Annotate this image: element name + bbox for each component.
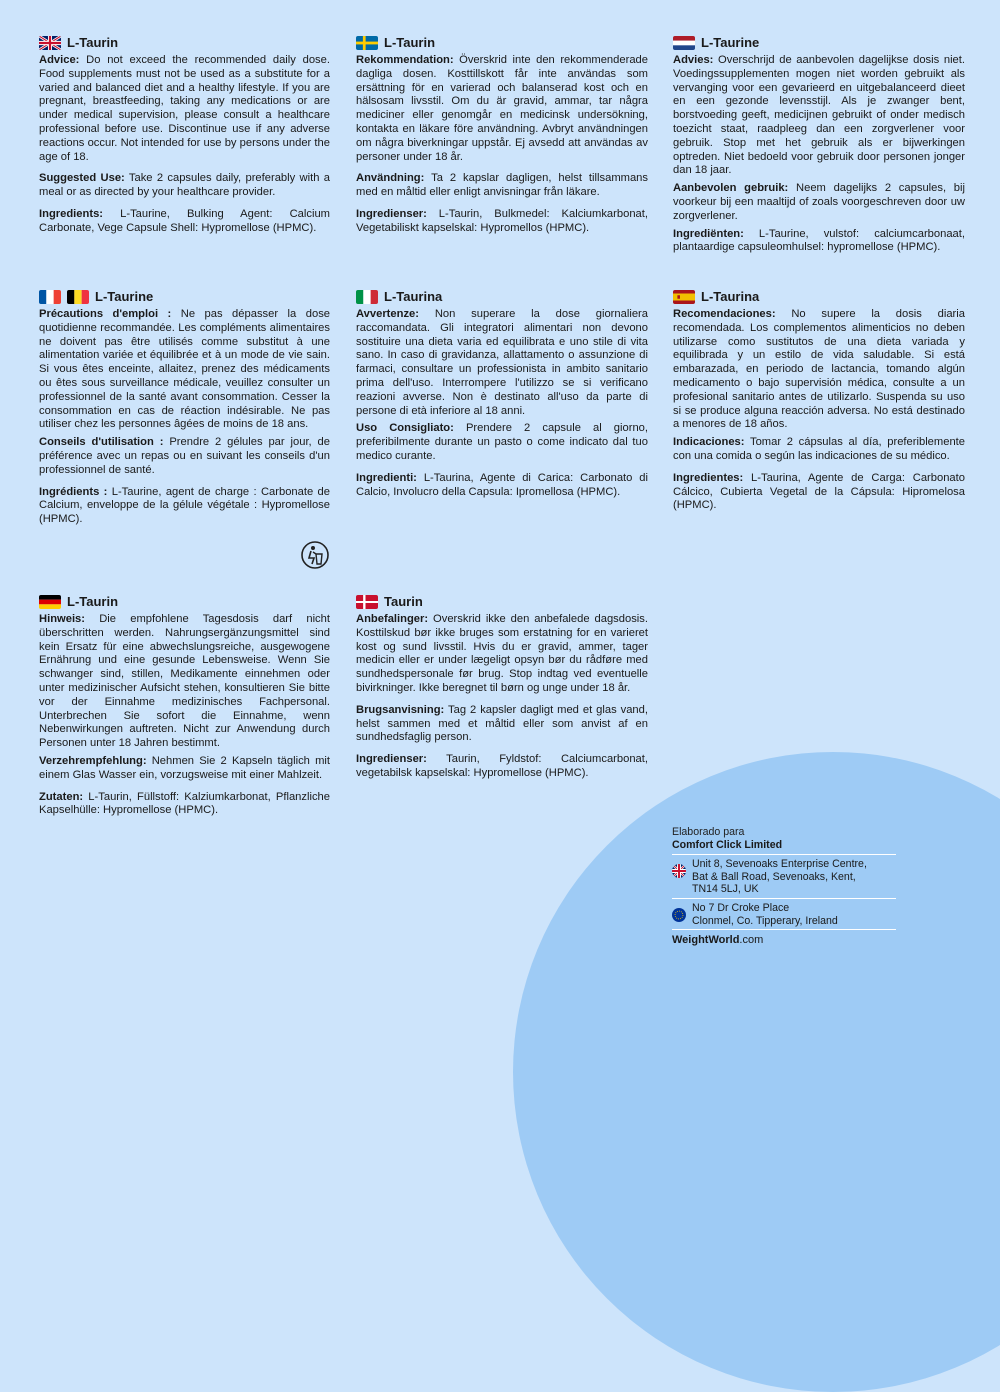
suggested-use: Suggested Use: Take 2 capsules daily, preferably with a meal or as directed by your healthcare provider.	[39, 172, 330, 199]
section-es	[673, 290, 965, 521]
ingredients: Ingredientes: L-Taurina, Agente de Carga: Carbonato Cálcico, Cubierta Vegetal de la Cápsula: Hipromelosa (HPMC).	[673, 471, 965, 512]
advice: Rekommendation: Överskrid inte den rekommenderade dagliga dosen. Kosttillskott får inte användas som ersättning för en varierad och balanserad kost och en hälsosam livsstil. Om du är gravid, ammar, tar några mediciner eller genomgår en medicinsk undersökning, kontakta en läkare före användning. Avbryt användningen om några biverkningar uppstår. Ej avsedd att användas av personer under 18 år.	[356, 54, 648, 163]
suggested-use: Indicaciones: Tomar 2 cápsulas al día, preferiblemente con una comida o según las indicaciones de su médico.	[673, 436, 965, 462]
denmark-flag-icon	[356, 595, 378, 609]
advice: Anbefalinger: Overskrid ikke den anbefalede dagsdosis. Kosttilskud bør ikke bruges som erstatning for en varieret kost og sund livsstil. Hvis du er gravid, ammer, tager medicin eller er under lægeligt opsyn bør du rådføre med sundhedspersonale før brug. Stop indtag ved eventuelle bivirkninger. Ikke beregnet til børn og unge under 18 år.	[356, 613, 648, 694]
italy-flag-icon	[356, 290, 378, 304]
ingredients: Ingrédients : L-Taurine, agent de charge : Carbonate de Calcium, enveloppe de la gélule végétale : Hypromellose (HPMC).	[39, 485, 330, 526]
suggested-use: Aanbevolen gebruik: Neem dagelijks 2 capsules, bij voorkeur bij een maaltijd of zoals voorgeschreven door uw zorgverlener.	[673, 182, 965, 222]
uk-address: Unit 8, Sevenoaks Enterprise Centre, Bat & Ball Road, Sevenoaks, Kent, TN14 5LJ, UK	[672, 854, 896, 898]
netherlands-flag-icon	[673, 36, 695, 50]
section-it	[356, 290, 648, 507]
company-name: Comfort Click Limited	[672, 838, 783, 851]
suggested-use: Användning: Ta 2 kapslar dagligen, helst tillsammans med en måltid eller enligt anvisningar från läkare.	[356, 172, 648, 199]
suggested-use: Uso Consigliato: Prendere 2 capsule al giorno, preferibilmente durante un pasto o come indicato dal tuo medico curante.	[356, 422, 648, 462]
ingredients: Zutaten: L-Taurin, Füllstoff: Kalziumkarbonat, Pflanzliche Kapselhülle: Hypromellose (HPMC).	[39, 790, 330, 817]
section-title: L-Taurin	[39, 595, 330, 609]
section-uk	[39, 36, 330, 244]
recycle-bin-icon	[300, 540, 330, 570]
section-title: L-Taurin	[39, 36, 330, 50]
advice: Recomendaciones: No supere la dosis diaria recomendada. Los complementos alimenticios no deben utilizarse como sustitutos de una dieta variada y equilibrada y un estilo de vida saludable. Si está embarazada, en periodo de lactancia, tomando algún medicamento o bajo supervisión médica, consulte a un profesional sanitario antes de utilizarlo. Suspenda su uso si se produce alguna reacción adversa. No está destinado a menores de 18 años.	[673, 308, 965, 431]
advice: Précautions d'emploi : Ne pas dépasser la dose quotidienne recommandée. Les compléments alimentaires ne doivent pas être utilisés comme substitut à une alimentation variée et équilibrée et à un mode de vie sain. Si vous êtes enceinte, allaitez, prenez des médicaments ou êtes sous surveillance médicale, veuillez consulter un professionnel de la santé avant consommation. Cesser la consommation en cas de réaction indésirable. Ne pas utiliser chez les personnes âgées de moins de 18 ans.	[39, 308, 331, 431]
advice: Avvertenze: Non superare la dose giornaliera raccomandata. Gli integratori alimentari non devono sostituire una dieta varia ed equilibrata e uno stile di vita sano. In caso di gravidanza, allattamento o assunzione di farmaci, consultare un professionista in ambito sanitario prima dell'uso. Interrompere l'utilizzo se si verificano reazioni avverse. Non è destinato all'uso da parte di persone di età inferiore al 18 anni.	[356, 308, 648, 417]
ingredients: Ingrediënten: L-Taurine, vulstof: calciumcarbonaat, plantaardige capsuleomhulsel: hypromellose (HPMC).	[673, 227, 965, 254]
suggested-use: Conseils d'utilisation : Prendre 2 gélules par jour, de préférence avec un repas ou en suivant les conseils d'un professionnel de santé.	[39, 436, 330, 476]
ingredients: Ingredients: L-Taurine, Bulking Agent: Calcium Carbonate, Vege Capsule Shell: Hypromellose (HPMC).	[39, 207, 330, 234]
section-title: L-Taurine	[39, 290, 330, 304]
made-for-label: Elaborado para	[672, 826, 745, 838]
advice: Advies: Overschrijd de aanbevolen dagelijkse dosis niet. Voedingssupplementen mogen niet worden gebruikt als vervanging voor een gevarieerd en uitgebalanceerd dieet en een gezonde levensstijl. Als je zwanger bent, borstvoeding geeft, medicijnen gebruikt of onder medisch toezicht staat, raadpleeg dan een zorgverlener voor gebruik. Stop met het gebruik als er bijwerkingen optreden. Niet bedoeld voor gebruik door personen jonger dan 18 jaar.	[673, 54, 965, 177]
section-dk	[356, 595, 648, 789]
eu-flag-icon	[672, 908, 686, 922]
advice: Advice: Do not exceed the recommended daily dose. Food supplements must not be used as a substitute for a varied and balanced diet and a healthy lifestyle. If you are pregnant, breastfeeding, taking any medications or are under medical supervision, please consult a healthcare professional before use. Discontinue use if any adverse reactions occur. Not intended for use by persons under the age of 18.	[39, 54, 330, 163]
manufacturer-block	[672, 826, 896, 947]
suggested-use: Verzehrempfehlung: Nehmen Sie 2 Kapseln täglich mit einem Glas Wasser ein, vorzugsweise mit einer Mahlzeit.	[39, 754, 330, 781]
ie-address: No 7 Dr Croke Place Clonmel, Co. Tipperary, Ireland	[672, 898, 896, 929]
section-se	[356, 36, 648, 244]
ingredients: Ingredienti: L-Taurina, Agente di Carica: Carbonato di Calcio, Involucro della Capsula: Ipromellosa (HPMC).	[356, 471, 648, 498]
section-de	[39, 595, 330, 826]
section-title: L-Taurina	[356, 290, 648, 304]
france-flag-icon	[39, 290, 61, 304]
uk-flag-icon	[39, 36, 61, 50]
section-title: L-Taurin	[356, 36, 648, 50]
belgium-flag-icon	[67, 290, 89, 304]
suggested-use: Brugsanvisning: Tag 2 kapsler dagligt med et glas vand, helst sammen med et måltid eller som anvist af en sundhedsfaglig person.	[356, 703, 648, 744]
advice: Hinweis: Die empfohlene Tagesdosis darf nicht überschritten werden. Nahrungsergänzungsmittel sind kein Ersatz für eine abwechslungsreiche, ausgewogene Ernährung und eine gesunde Lebensweise. Wenn Sie schwanger sind, stillen, Medikamente einnehmen oder unter medizinischer Aufsicht stehen, konsultieren Sie bitte vor der Einnahme medizinisches Fachpersonal. Unterbrechen Sie sofort die Einnahme, wenn Nebenwirkungen auftreten. Nicht zur Anwendung durch Personen unter 18 Jahren bestimmt.	[39, 613, 330, 750]
section-title: L-Taurine	[673, 36, 965, 50]
section-title: L-Taurina	[673, 290, 965, 304]
section-fr	[39, 290, 330, 535]
uk-flag-icon	[672, 864, 686, 878]
section-title: Taurin	[356, 595, 648, 609]
ingredients: Ingredienser: Taurin, Fyldstof: Calciumcarbonat, vegetabilsk kapselskal: Hypromellose (HPMC).	[356, 753, 648, 779]
spain-flag-icon	[673, 290, 695, 304]
ingredients: Ingredienser: L-Taurin, Bulkmedel: Kalciumkarbonat, Vegetabiliskt kapselskal: Hypromellos (HPMC).	[356, 207, 648, 234]
website-link[interactable]: WeightWorld.com	[672, 929, 896, 947]
germany-flag-icon	[39, 595, 61, 609]
section-nl	[673, 36, 965, 263]
sweden-flag-icon	[356, 36, 378, 50]
